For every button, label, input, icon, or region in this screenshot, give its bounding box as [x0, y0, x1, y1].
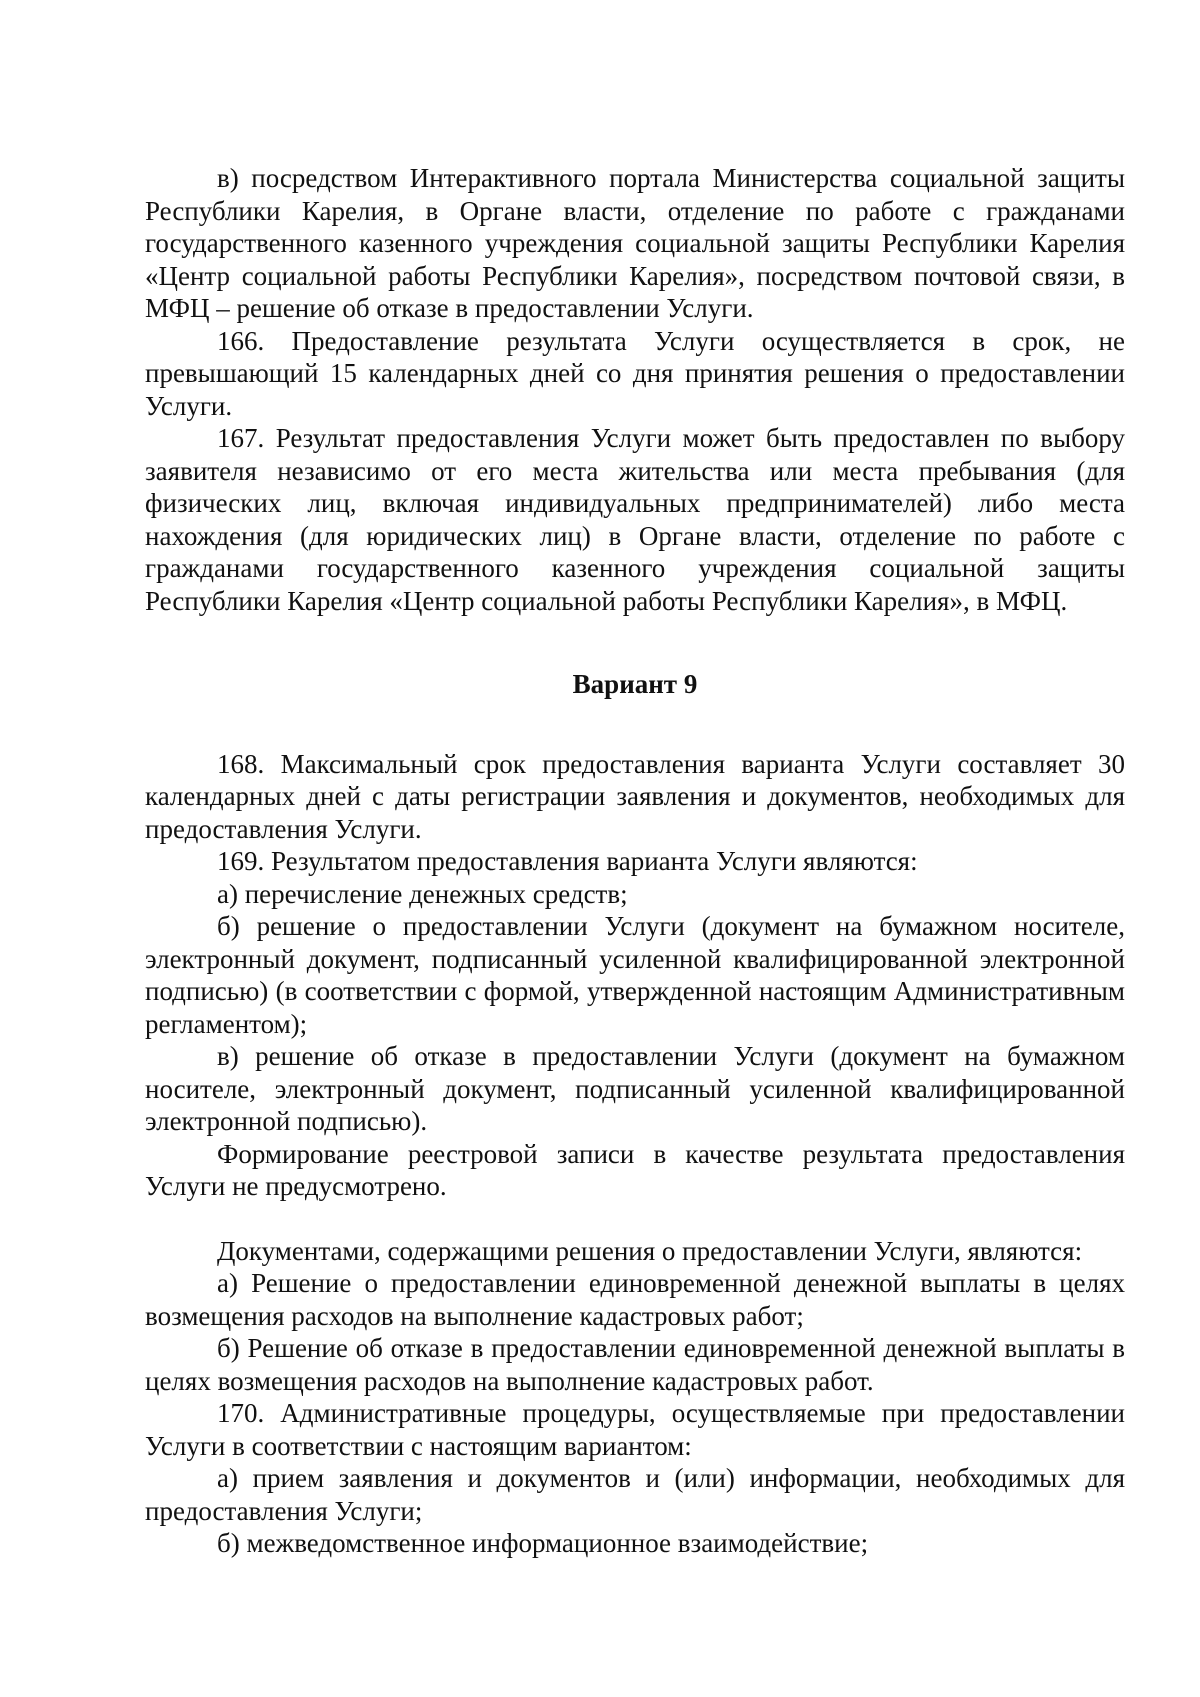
paragraph-decision-documents: Документами, содержащими решения о предоставлении Услуги, являются: — [217, 1235, 1083, 1266]
paragraph-170-a: а) прием заявления и документов и (или) информации, необходимых для предоставления Услуги; — [145, 1463, 1125, 1526]
spacer — [145, 1203, 1125, 1235]
paragraph-169: 169. Результатом предоставления варианта Услуги являются: — [217, 846, 918, 876]
section-heading: Вариант 9 — [572, 669, 698, 699]
paragraph-168: 168. Максимальный срок предоставления варианта Услуги составляет 30 календарных дней с даты регистрации заявления и документов, необходимых для предоставления Услуги. — [145, 748, 1125, 844]
paragraph-170-b: б) межведомственное информационное взаимодействие; — [217, 1528, 869, 1558]
paragraph-170: 170. Административные процедуры, осуществляемые при предоставлении Услуги в соответствии с настоящим вариантом: — [145, 1398, 1125, 1461]
paragraph-167: 167. Результат предоставления Услуги может быть предоставлен по выбору заявителя независимо от его места жительства или места пребывания (для физических лиц, включая индивидуальных предпринимателей) либо места нахождения (для юридических лиц) в Органе власти, отделение по работе с гражданами государственного казенного учреждения социальной защиты Республики Карелия «Центр социальной работы Республики Карелия», в МФЦ. — [145, 423, 1125, 616]
document-page — [145, 162, 1125, 1560]
paragraph-169-a: а) перечисление денежных средств; — [217, 878, 628, 909]
paragraph-decision-b: б) Решение об отказе в предоставлении единовременной денежной выплаты в целях возмещения расходов на выполнение кадастровых работ. — [145, 1333, 1125, 1396]
paragraph-item-v-result: в) посредством Интерактивного портала Министерства социальной защиты Республики Карелия, в Органе власти, отделение по работе с гражданами государственного казенного учреждения социальной защиты Республики Карелия «Центр социальной работы Республики Карелия», посредством почтовой связи, в МФЦ – решение об отказе в предоставлении Услуги. — [145, 163, 1125, 323]
spacer — [145, 617, 1125, 668]
paragraph-decision-a: а) Решение о предоставлении единовременной денежной выплаты в целях возмещения расходов на выполнение кадастровых работ; — [145, 1268, 1125, 1331]
paragraph-169-b: б) решение о предоставлении Услуги (документ на бумажном носителе, электронный документ, подписанный усиленной квалифицированной электронной подписью) (в соответствии с формой, утвержденной настоящим Административным регламентом); — [145, 911, 1125, 1039]
paragraph-166: 166. Предоставление результата Услуги осуществляется в срок, не превышающий 15 календарных дней со дня принятия решения о предоставлении Услуги. — [145, 325, 1125, 421]
paragraph-registry-note: Формирование реестровой записи в качестве результата предоставления Услуги не предусмотрено. — [145, 1138, 1125, 1201]
paragraph-169-v: в) решение об отказе в предоставлении Услуги (документ на бумажном носителе, электронный документ, подписанный усиленной квалифицированной электронной подписью). — [145, 1041, 1125, 1136]
spacer — [145, 701, 1125, 748]
